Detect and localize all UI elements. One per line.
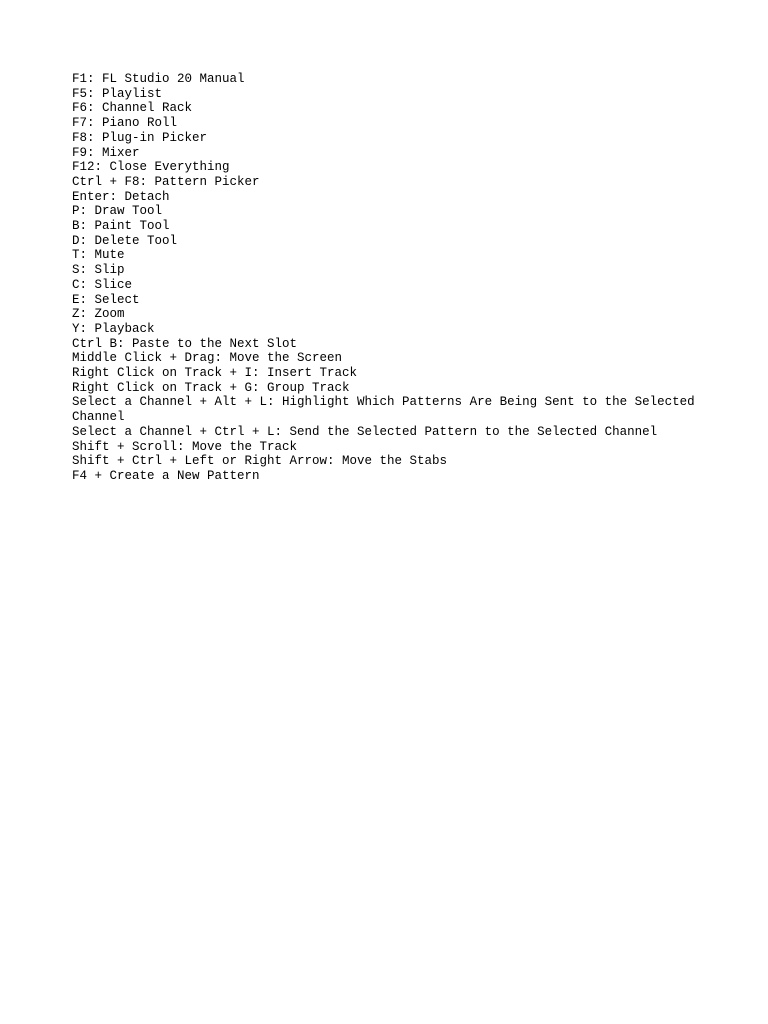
shortcut-line: D: Delete Tool [72, 233, 178, 248]
shortcut-line: Ctrl + F8: Pattern Picker [72, 174, 260, 189]
shortcut-line: Select a Channel + Ctrl + L: Send the Selected Pattern to the Selected Channel [72, 424, 658, 439]
document-page [72, 72, 712, 484]
shortcut-line: T: Mute [72, 248, 125, 263]
shortcut-line: F7: Piano Roll [72, 116, 178, 131]
shortcut-line: F4 + Create a New Pattern [72, 468, 260, 483]
shortcut-line: Right Click on Track + G: Group Track [72, 380, 350, 395]
shortcut-line: Right Click on Track + I: Insert Track [72, 366, 358, 381]
shortcut-line: E: Select [72, 292, 140, 307]
shortcut-line: F1: FL Studio 20 Manual [72, 72, 245, 86]
shortcut-line: Enter: Detach [72, 189, 170, 204]
shortcut-line: Y: Playback [72, 321, 155, 336]
shortcut-line: F8: Plug-in Picker [72, 130, 208, 145]
shortcut-line: Ctrl B: Paste to the Next Slot [72, 336, 298, 351]
shortcut-line: F9: Mixer [72, 145, 140, 160]
shortcut-line: Select a Channel + Alt + L: Highlight Which Patterns Are Being Sent to the Selected Channel [72, 395, 695, 425]
shortcut-line: Middle Click + Drag: Move the Screen [72, 351, 343, 366]
shortcut-list [72, 72, 712, 484]
shortcut-line: F6: Channel Rack [72, 101, 193, 116]
shortcut-line: P: Draw Tool [72, 204, 163, 219]
shortcut-line: Z: Zoom [72, 307, 125, 322]
shortcut-line: F5: Playlist [72, 86, 163, 101]
shortcut-line: Shift + Scroll: Move the Track [72, 439, 298, 454]
shortcut-line: S: Slip [72, 263, 125, 278]
shortcut-line: F12: Close Everything [72, 160, 230, 175]
shortcut-line: Shift + Ctrl + Left or Right Arrow: Move the Stabs [72, 454, 448, 469]
shortcut-line: C: Slice [72, 277, 133, 292]
shortcut-line: B: Paint Tool [72, 219, 170, 234]
